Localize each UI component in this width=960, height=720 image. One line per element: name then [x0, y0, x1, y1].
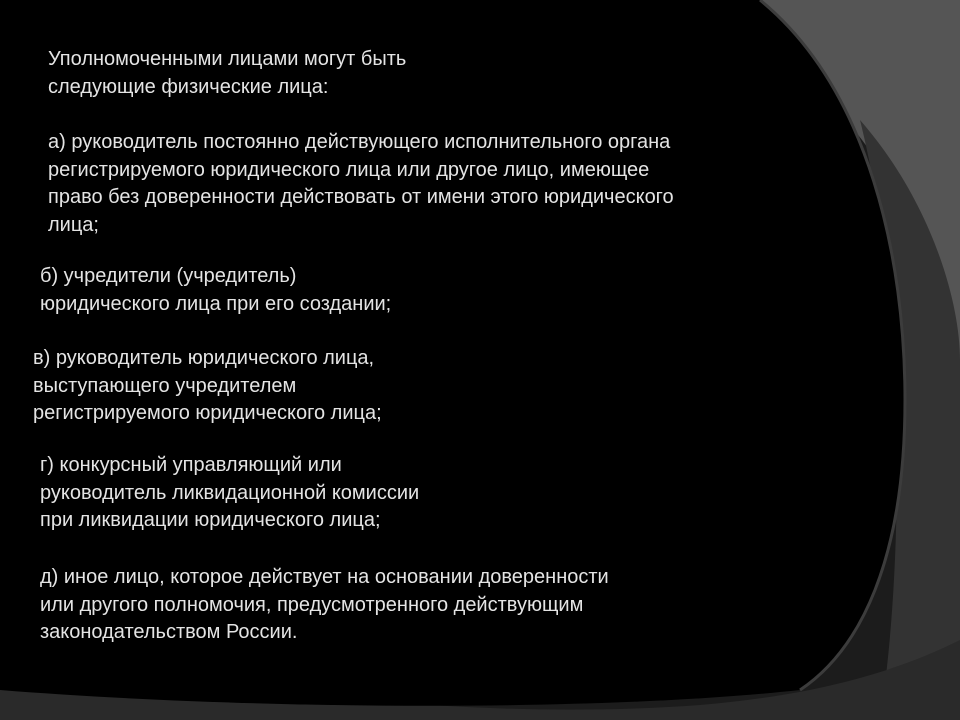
- list-item-g: г) конкурсный управляющий или руководитель ликвидационной комиссии при ликвидации юридического лица;: [40, 454, 420, 531]
- list-item-b: б) учредители (учредитель) юридического лица при его создании;: [40, 265, 392, 315]
- list-item-d: д) иное лицо, которое действует на основании доверенности или другого полномочия, предусмотренного действующим законодательством России.: [40, 566, 609, 643]
- list-item-v: в) руководитель юридического лица, выступающего учредителем регистрируемого юридического лица;: [33, 347, 382, 424]
- intro-text: Уполномоченными лицами могут быть следующие физические лица:: [48, 48, 407, 98]
- list-item-a: а) руководитель постоянно действующего исполнительного органа регистрируемого юридического лица или другое лицо, имеющее право без доверенности действовать от имени этого юридического лица;: [48, 131, 674, 236]
